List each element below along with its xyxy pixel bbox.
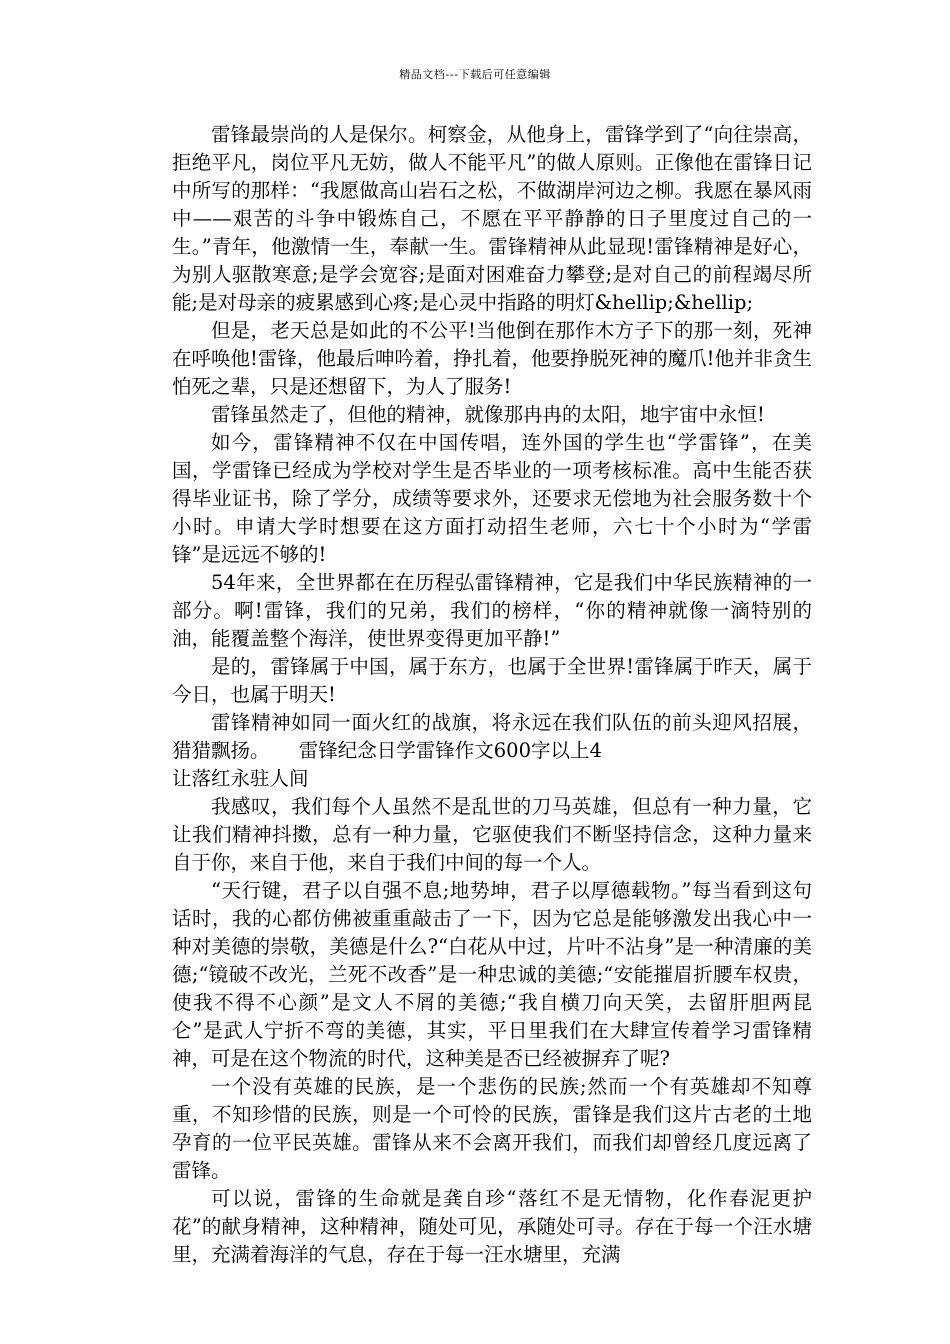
paragraph-3: 雷锋虽然走了，但他的精神，就像那冉冉的太阳，地宇宙中永恒! bbox=[211, 403, 765, 426]
paragraph-9: “天行键，君子以自强不息;地势坤，君子以厚德载物。”每当看到这句话时，我的心都仿佛被重重敲击了一下，因为它总是能够激发出我心中一种对美德的崇敬，美德是什么?“白花从中过，片叶不沾身”是一种清廉的美德;“镜破不改光，兰死不改香”是一种忠诚的美德;“安能摧眉折腰车权贵，使我不得不心颜”是文人不屑的美德;“我自横刀向天笑，去留肝胆两昆仑”是武人宁折不弯的美德，其实，平日里我们在大肆宣传着学习雷锋精神，可是在这个物流的时代，这种美是否已经被摒弃了呢? bbox=[172, 879, 812, 1070]
paragraph-2: 但是，老天总是如此的不公平!当他倒在那作木方子下的那一刻，死神在呼唤他!雷锋，他最后呻吟着，挣扎着，他要挣脱死神的魔爪!他并非贪生怕死之辈，只是还想留下，为人了服务! bbox=[172, 319, 812, 398]
paragraph-5: 54年来，全世界都在在历程弘雷锋精神，它是我们中华民族精神的一部分。啊!雷锋，我们的兄弟，我们的榜样，“你的精神就像一滴特别的油，能覆盖整个海洋，使世界变得更加平静!” bbox=[172, 571, 812, 650]
essay-subtitle: 让落红永驻人间 bbox=[172, 767, 309, 790]
paragraph-6: 是的，雷锋属于中国，属于东方，也属于全世界!雷锋属于昨天，属于今日，也属于明天! bbox=[172, 655, 812, 706]
page-header: 精品文档---下载后可任意编辑 bbox=[399, 68, 551, 81]
paragraph-4: 如今，雷锋精神不仅在中国传唱，连外国的学生也“学雷锋”，在美国，学雷锋已经成为学校对学生是否毕业的一项考核标准。高中生能否获得毕业证书，除了学分，成绩等要求外，还要求无偿地为社会服务数十个小时。申请大学时想要在这方面打动招生老师，六七十个小时为“学雷锋”是远远不够的! bbox=[172, 431, 812, 566]
paragraph-10: 一个没有英雄的民族，是一个悲伤的民族;然而一个有英雄却不知尊重，不知珍惜的民族，则是一个可怜的民族，雷锋是我们这片古老的土地孕育的一位平民英雄。雷锋从来不会离开我们，而我们却曾经几度远离了雷锋。 bbox=[172, 1075, 812, 1182]
document-body bbox=[172, 121, 812, 1269]
paragraph-8: 我感叹，我们每个人虽然不是乱世的刀马英雄，但总有一种力量，它让我们精神抖擞，总有一种力量，它驱使我们不断坚持信念，这种力量来自于你，来自于他，来自于我们中间的每一个人。 bbox=[172, 795, 812, 874]
paragraph-7: 雷锋精神如同一面火红的战旗，将永远在我们队伍的前头迎风招展，猎猎飘扬。 雷锋纪念日学雷锋作文600字以上4 bbox=[172, 711, 812, 762]
paragraph-11: 可以说，雷锋的生命就是龚自珍“落红不是无情物，化作春泥更护花”的献身精神，这种精神，随处可见，承随处可寻。存在于每一个汪水塘里，充满着海洋的气息，存在于每一汪水塘里，充满 bbox=[172, 1187, 812, 1266]
paragraph-1: 雷锋最崇尚的人是保尔。柯察金，从他身上，雷锋学到了“向往崇高，拒绝平凡，岗位平凡无妨，做人不能平凡”的做人原则。正像他在雷锋日记中所写的那样：“我愿做高山岩石之松，不做湖岸河边之柳。我愿在暴风雨中——艰苦的斗争中锻炼自己，不愿在平平静静的日子里度过自己的一生。”青年，他激情一生，奉献一生。雷锋精神从此显现!雷锋精神是好心，为别人驱散寒意;是学会宽容;是面对困难奋力攀登;是对自己的前程竭尽所能;是对母亲的疲累感到心疼;是心灵中指路的明灯&hellip;&hellip; bbox=[172, 123, 812, 314]
